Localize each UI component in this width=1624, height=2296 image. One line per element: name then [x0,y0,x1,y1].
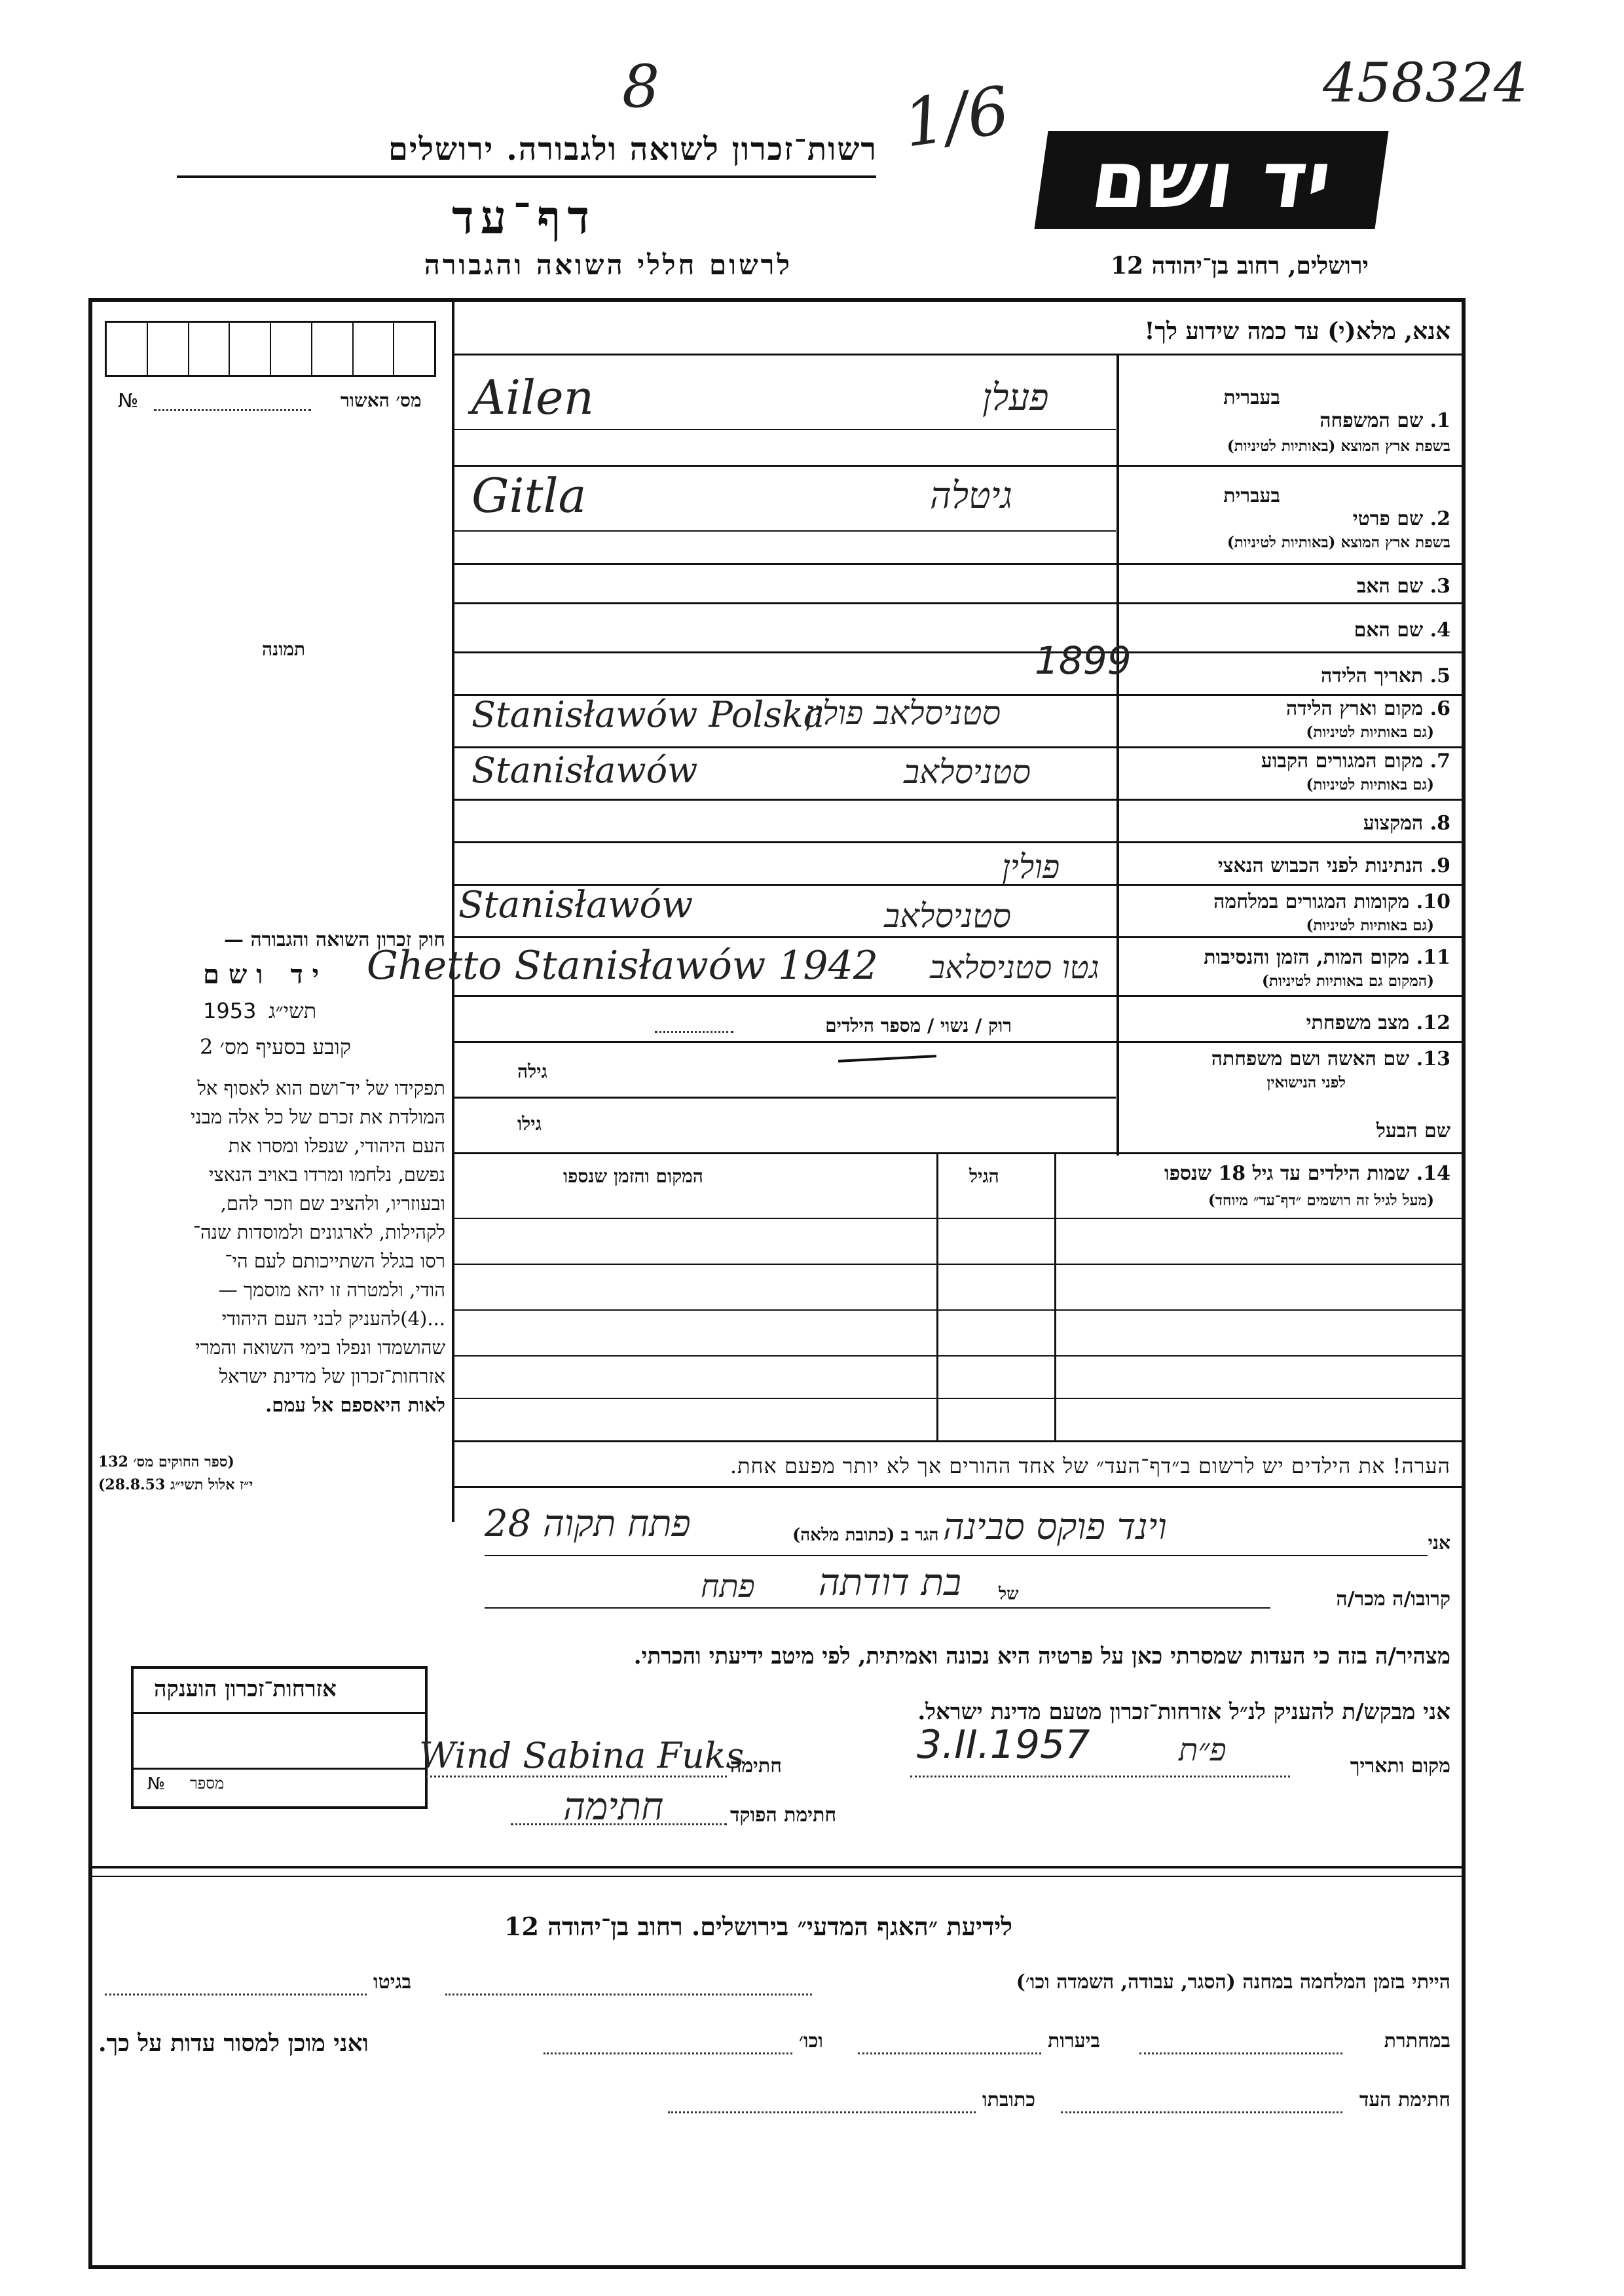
wife-age-label: גילה [517,1061,547,1082]
hw-residence-heb: סטניסלאב [904,753,1031,791]
form-title: דף־עד [452,190,597,244]
field-10-label [1213,890,1450,913]
field-13-label [1211,1048,1450,1070]
field-8-text: המקצוע [1363,812,1424,835]
field-6-label [1286,697,1450,720]
law-name: יד ושם [203,959,329,990]
marital-options: רוק / נשוי / מספר הילדים [825,1015,1012,1036]
children-text: שמות הילדים עד גיל 18 שנספו [1164,1162,1410,1185]
field-2-sub: בשפת ארץ המוצא (באותיות לטיניות) [1227,534,1450,551]
field-11-num: 11. [1416,946,1450,969]
handwritten-page-number: 8 [622,52,660,121]
hw-signature: Wind Sabina Fuks [419,1735,745,1776]
declare-text: מצהיר/ה בזה כי העדות שמסרתי כאן על פרטיה היא נכונה ואמיתית, לפי מיטב ידיעתי והכרתי. [633,1643,1450,1669]
field-3-text: שם האב [1356,575,1424,598]
hw-death-place-heb: גטו סטניסלאב [930,949,1099,986]
husband-name-label: שם הבעל [1376,1120,1450,1142]
field-1-text: שם המשפחה [1320,409,1424,432]
ghetto-label: בגיטו [373,1971,412,1994]
address: ירושלים, רחוב בן־יהודה 12 [1110,252,1369,280]
instruction: אנא, מלא(י) עד כמה שידוע לך! [1144,318,1450,345]
field-12-text: מצב משפחתי [1306,1011,1410,1034]
yad-vashem-logo [1034,131,1388,229]
law-body-line: לקהילות, לארגונים ולמוסדות שנה־ [193,1221,445,1243]
field-7-text: מקום המגורים הקבוע [1261,750,1424,773]
hw-wartime-residence: Stanisławów [458,884,693,926]
field-12-num: 12. [1416,1011,1450,1034]
field-10-text: מקומות המגורים במלחמה [1213,890,1410,913]
law-body-line: נפשם, נלחמו ומרדו באויב הנאצי [208,1163,445,1186]
hw-declarant-name: וינד פוקס סבינה [943,1506,1167,1548]
of-label: של [999,1584,1019,1604]
law-ref-2: י״ז אלול תשי״ג 28.8.53) [98,1476,253,1493]
field-2-heb-tag: בעברית [1223,484,1280,507]
children-note: הערה! את הילדים יש לרשום ב״דף־העד״ של אחד ההורים אך לא יותר מפעם אחת. [729,1453,1450,1478]
handwritten-fraction: 1/6 [898,71,1014,162]
field-6-text: מקום וארץ הלידה [1285,697,1424,720]
cert-number-label: מס׳ האשור [341,390,422,411]
underground-label: במחתרת [1384,2030,1450,2052]
official-signature-label: חתימת הפוקד [730,1804,837,1827]
field-10-num: 10. [1416,890,1450,913]
hw-official-signature: חתימה [563,1784,664,1829]
law-year-heb: תשי״ג [268,998,317,1023]
field-2-num: 2. [1430,507,1450,530]
field-1-num: 1. [1430,409,1450,432]
cert-number-box [105,321,436,377]
field-13-text: שם האשה ושם משפחתה [1211,1048,1410,1070]
logo-text: יד ושם [1086,134,1337,226]
field-6-sub: (גם באותיות לטיניות) [1306,723,1434,741]
field-3-num: 3. [1430,575,1450,598]
law-body-line: הודי, ולמטרה זו יהא מוסמך — [218,1279,445,1301]
law-body-line: ...(4)להעניק לבני העם היהודי [221,1307,445,1330]
law-body-line: לאות היאספם אל עמם. [265,1394,445,1416]
field-7-label [1261,750,1450,773]
photo-label: תמונה [262,638,306,660]
law-section: קובע בסעיף מס׳ 2 [200,1034,351,1059]
field-5-num: 5. [1430,665,1450,687]
hw-relation-city: פתח [701,1568,755,1605]
field-1-label [1320,409,1450,432]
law-body-line: העם היהודי, שנפלו ומסרו את [228,1135,445,1157]
law-year: 1953 [203,998,257,1023]
law-body-line: רסו בגלל השתייכותם לעם הי־ [225,1250,445,1272]
etc-label: וכו׳ [799,2030,823,2052]
field-9-label [1218,854,1450,877]
hw-place-date: 3.II.1957 [917,1722,1090,1768]
declarant-i-label: אני [1428,1532,1450,1554]
children-num: 14. [1416,1162,1450,1185]
field-2-label [1353,507,1450,530]
field-6-num: 6. [1430,697,1450,720]
witness-signature-label: חתימת העד [1359,2088,1450,2111]
field-3-label [1357,575,1450,598]
witness-address-label: כתובתו [982,2088,1036,2111]
field-9-text: הנתינות לפני הכבוש הנאצי [1217,854,1424,877]
law-body-line: המולדת את זכרם של כל אלה מבני [190,1106,445,1128]
field-11-label [1204,946,1450,969]
form-subtitle: לרשום חללי השואה והגבורה [424,249,792,281]
field-4-num: 4. [1430,619,1450,642]
field-10-sub: (גם באותיות לטיניות) [1306,917,1434,934]
hw-place-heb: פ״ת [1179,1732,1227,1768]
children-sub: (מעל לגיל זה רושמים ״דף־עד״ מיוחד) [1208,1192,1434,1209]
forests-label: ביערות [1048,2030,1101,2052]
stamp-number-label: מספר [190,1774,225,1793]
children-label [1164,1162,1450,1185]
request-text: אני מבקש/ת להעניק לנ״ל אזרחות־זכרון מטעם מדינת ישראל. [917,1699,1450,1725]
field-9-num: 9. [1430,854,1450,877]
bottom-line1: הייתי בזמן המלחמה במחנה (הסגר, עבודה, השמדה וכו׳) [1016,1971,1450,1994]
hw-firstname-latin: Gitla [471,468,587,523]
hw-birthplace-heb: סטניסלאב פולין [805,694,1001,732]
hw-birthplace: Stanisławów Polska [471,694,825,735]
husband-age-label: גילו [517,1113,542,1135]
law-body-line: תפקידו של יד־ושם הוא לאסוף אל [197,1077,445,1099]
field-13-sub: לפני הנישואין [1266,1074,1346,1091]
place-date-label: מקום ותאריך [1350,1755,1450,1777]
field-4-text: שם האם [1354,619,1424,642]
field-5-label [1321,665,1450,687]
field-5-text: תאריך הלידה [1321,665,1424,687]
law-ref-1: (ספר החוקים מס׳ 132 [98,1453,234,1470]
hw-nationality: פולין [1002,848,1060,886]
hw-wartime-residence-heb: סטניסלאב [884,897,1011,935]
cert-number-symbol: № [118,390,139,412]
field-8-label [1363,812,1450,835]
field-7-sub: (גם באותיות לטיניות) [1306,776,1434,793]
field-11-text: מקום המות, הזמן והנסיבות [1204,946,1410,969]
hw-surname-latin: Ailen [471,370,595,425]
hw-birth-year: 1899 [1035,638,1132,683]
hw-residence: Stanisławów [471,750,698,791]
relative-label: קרובו/ה מכר/ה [1336,1588,1450,1611]
org-line: רשות־זכרון לשואה ולגבורה. ירושלים [388,131,877,168]
signature-label: חתימה [730,1755,782,1777]
law-body-line: ובעוזריו, ולהציב שם וזכר להם, [220,1192,445,1214]
field-13-num: 13. [1416,1048,1450,1070]
hw-death-place: Ghetto Stanisławów 1942 [367,943,878,989]
bottom-title: לידיעת ״האגף המדעי״ בירושלים. רחוב בן־יהודה 12 [504,1912,1013,1941]
law-body-line: שהושמדו ונפלו בימי השואה והמרי [195,1336,445,1358]
law-title: חוק זכרון השואה והגבורה — [224,928,445,951]
field-11-sub: (המקום גם באותיות לטיניות) [1262,972,1434,990]
hw-declarant-address: פתח תקוה 28 [485,1503,691,1545]
law-body [98,1074,445,1419]
hw-surname-heb: פעלן [982,376,1049,419]
hw-firstname-heb: גיטלה [930,475,1012,517]
field-12-label [1306,1011,1450,1034]
field-1-sub: בשפת ארץ המוצא (באותיות לטיניות) [1227,437,1450,455]
children-col-age: הגיל [969,1165,999,1187]
field-7-num: 7. [1430,750,1450,773]
law-body-line: אזרחות־זכרון של מדינת ישראל [219,1365,445,1387]
field-1-heb-tag: בעברית [1223,386,1280,409]
field-4-label [1354,619,1450,642]
field-2-text: שם פרטי [1352,507,1424,530]
stamp-title: אזרחות־זכרון הוענקה [154,1676,337,1702]
hw-relation: בת דודתה [819,1561,962,1604]
children-col-place: המקום והזמן שנספו [563,1165,703,1187]
field-8-num: 8. [1430,812,1450,835]
ready-to-testify: ואני מוכן למסור עדות על כך. [98,2030,369,2057]
stamp-number-symbol: № [147,1774,166,1794]
handwritten-record-number: 458324 [1323,52,1528,115]
declarant-residing-label: הגר ב (כתובת מלאה) [792,1525,939,1545]
